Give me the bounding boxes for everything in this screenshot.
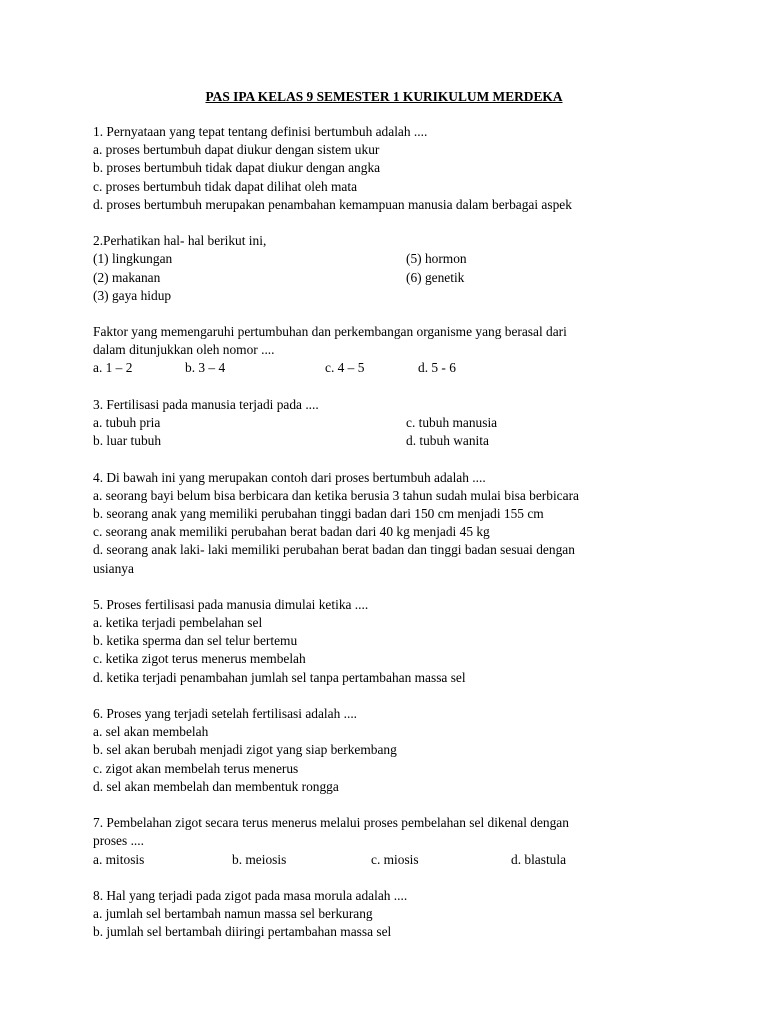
question-text: 6. Proses yang terjadi setelah fertilisasi adalah .... (93, 706, 358, 721)
option-c: c. zigot akan membelah terus menerus (93, 760, 299, 776)
item-6: (6) genetik (406, 269, 465, 285)
item-3: (3) gaya hidup (93, 287, 172, 303)
option-d: d. sel akan membelah dan membentuk rongga (93, 778, 339, 794)
option-a: a. seorang bayi belum bisa berbicara dan ketika berusia 3 tahun sudah mulai bisa berbicara (93, 487, 579, 503)
question-text: 3. Fertilisasi pada manusia terjadi pada .... (93, 396, 319, 412)
option-a: a. tubuh pria (93, 415, 161, 430)
option-b: b. seorang anak yang memiliki perubahan tinggi badan dari 150 cm menjadi 155 cm (93, 505, 544, 521)
option-a: a. ketika terjadi pembelahan sel (93, 615, 263, 631)
question-7 (93, 814, 683, 869)
option-d: d. ketika terjadi penambahan jumlah sel tanpa pertambahan massa sel (93, 669, 466, 685)
question-3 (93, 396, 683, 451)
option-c: c. tubuh manusia (406, 415, 498, 430)
option-b: b. ketika sperma dan sel telur bertemu (93, 633, 298, 649)
question-1 (93, 123, 683, 214)
option-c: c. seorang anak memiliki perubahan berat badan dari 40 kg menjadi 45 kg (93, 524, 490, 540)
question-5 (93, 596, 683, 687)
option-d: d. tubuh wanita (406, 433, 489, 449)
question-text: 4. Di bawah ini yang merupakan contoh dari proses bertumbuh adalah .... (93, 469, 486, 485)
option-a: a. 1 – 2 (93, 360, 133, 376)
option-d: d. seorang anak laki- laki memiliki perubahan berat badan dan tinggi badan sesuai dengan (93, 542, 575, 558)
option-b: b. sel akan berubah menjadi zigot yang siap berkembang (93, 742, 397, 758)
option-d: d. 5 - 6 (418, 360, 456, 376)
question-8 (93, 887, 683, 942)
option-d: d. blastula (511, 851, 567, 867)
option-a: a. sel akan membelah (93, 724, 209, 740)
option-a: a. jumlah sel bertambah namun massa sel berkurang (93, 906, 373, 922)
option-c: c. 4 – 5 (325, 360, 365, 376)
option-b: b. luar tubuh (93, 433, 162, 449)
question-intro: 2.Perhatikan hal- hal berikut ini, (93, 233, 267, 249)
option-c: c. ketika zigot terus menerus membelah (93, 651, 306, 667)
question-list (93, 123, 683, 941)
option-a: a. proses bertumbuh dapat diukur dengan sistem ukur (93, 142, 380, 158)
item-5: (5) hormon (406, 251, 467, 267)
question-text-cont: proses .... (93, 833, 144, 849)
question-text: 1. Pernyataan yang tepat tentang definisi bertumbuh adalah .... (93, 124, 428, 139)
question-4 (93, 469, 683, 578)
item-1: (1) lingkungan (93, 251, 173, 267)
option-d: d. proses bertumbuh merupakan penambahan kemampuan manusia dalam berbagai aspek (93, 196, 572, 212)
option-d-cont: usianya (93, 560, 134, 576)
question-2 (93, 232, 683, 378)
option-a: a. mitosis (93, 851, 145, 867)
option-b: b. proses bertumbuh tidak dapat diukur dengan angka (93, 160, 381, 176)
option-c: c. miosis (371, 851, 419, 867)
option-b: b. meiosis (232, 851, 287, 867)
question-text: Faktor yang memengaruhi pertumbuhan dan perkembangan organisme yang berasal dari (93, 324, 567, 340)
item-2: (2) makanan (93, 269, 161, 285)
question-text: 7. Pembelahan zigot secara terus menerus melalui proses pembelahan sel dikenal dengan (93, 815, 569, 831)
question-6 (93, 705, 683, 796)
question-text: 8. Hal yang terjadi pada zigot pada masa morula adalah .... (93, 887, 408, 903)
option-b: b. 3 – 4 (185, 360, 226, 376)
document-title: PAS IPA KELAS 9 SEMESTER 1 KURIKULUM MERDEKA (205, 89, 563, 104)
option-b: b. jumlah sel bertambah diiringi pertambahan massa sel (93, 924, 392, 940)
question-text: 5. Proses fertilisasi pada manusia dimulai ketika .... (93, 596, 369, 612)
option-c: c. proses bertumbuh tidak dapat dilihat oleh mata (93, 178, 358, 194)
question-text-cont: dalam ditunjukkan oleh nomor .... (93, 342, 275, 358)
